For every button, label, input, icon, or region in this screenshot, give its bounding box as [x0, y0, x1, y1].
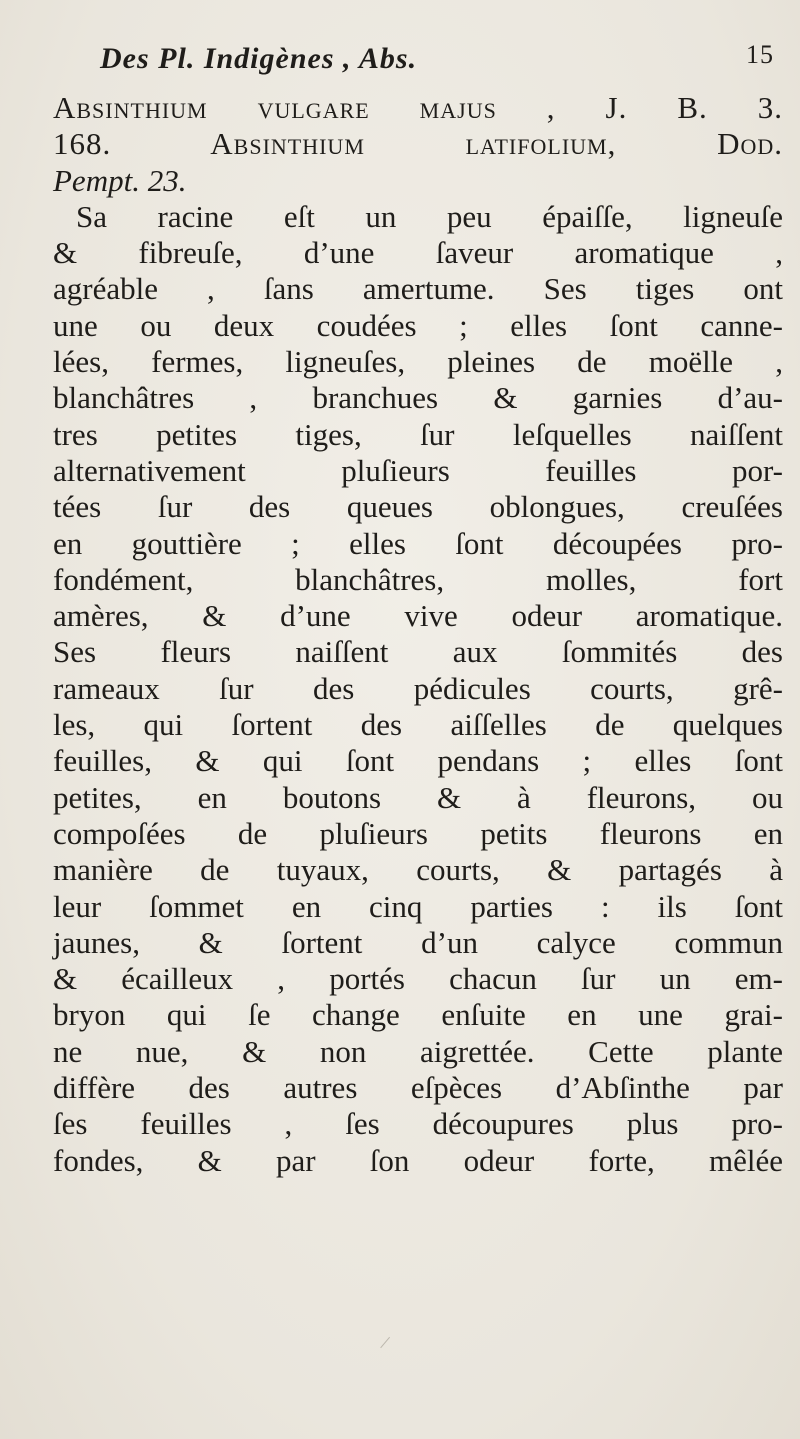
text-line: feuilles, & qui ſont pendans ; elles ſont [53, 743, 783, 779]
text-line: agréable , ſans amertume. Ses tiges ont [53, 271, 783, 307]
text-line: Pempt. 23. [53, 162, 187, 198]
text-line: bryon qui ſe change enſuite en une grai- [53, 997, 783, 1033]
text-line: & fibreuſe, d’une ſaveur aromatique , [53, 235, 783, 271]
text-line: alternativement pluſieurs feuilles por- [53, 452, 783, 488]
text-line: les, qui ſortent des aiſſelles de quelques [53, 707, 783, 743]
running-head-title: Des Pl. Indigènes , Abs. [100, 42, 418, 75]
text-line: amères, & d’une vive odeur aromatique. [53, 598, 783, 634]
text-line: fondes, & par ſon odeur forte, mêlée [53, 1142, 783, 1178]
text-line: 168. Absinthium latifolium, Dod. [53, 126, 783, 162]
text-line: ſes feuilles , ſes découpures plus pro- [53, 1106, 783, 1142]
text-line: fondément, blanchâtres, molles, fort [53, 561, 783, 597]
text-line: rameaux ſur des pédicules courts, grê- [53, 670, 783, 706]
pencil-mark [380, 1337, 400, 1357]
text-line: tres petites tiges, ſur leſquelles naiſſent [53, 416, 783, 452]
text-line: une ou deux coudées ; elles ſont canne- [53, 307, 783, 343]
text-line: Ses fleurs naiſſent aux ſommités des [53, 634, 783, 670]
text-line: jaunes, & ſortent d’un calyce commun [53, 924, 783, 960]
text-line: blanchâtres , branchues & garnies d’au- [53, 380, 783, 416]
text-line: petites, en boutons & à fleurons, ou [53, 779, 783, 815]
text-line: Sa racine eſt un peu épaiſſe, ligneuſe [76, 198, 783, 234]
text-line: compoſées de pluſieurs petits fleurons en [53, 815, 783, 851]
body-text [53, 90, 783, 1179]
text-line: en gouttière ; elles ſont découpées pro- [53, 525, 783, 561]
page-number: 15 [746, 40, 774, 69]
text-line: lées, fermes, ligneuſes, pleines de moëlle , [53, 344, 783, 380]
running-head [100, 42, 780, 82]
text-line: leur ſommet en cinq parties : ils ſont [53, 888, 783, 924]
text-line: tées ſur des queues oblongues, creuſées [53, 489, 783, 525]
text-line: manière de tuyaux, courts, & partagés à [53, 852, 783, 888]
text-line: Absinthium vulgare majus , J. B. 3. [53, 90, 783, 125]
text-line: ne nue, & non aigrettée. Cette plante [53, 1033, 783, 1069]
text-line: & écailleux , portés chacun ſur un em- [53, 961, 783, 997]
text-line: diffère des autres eſpèces d’Abſinthe par [53, 1070, 783, 1106]
